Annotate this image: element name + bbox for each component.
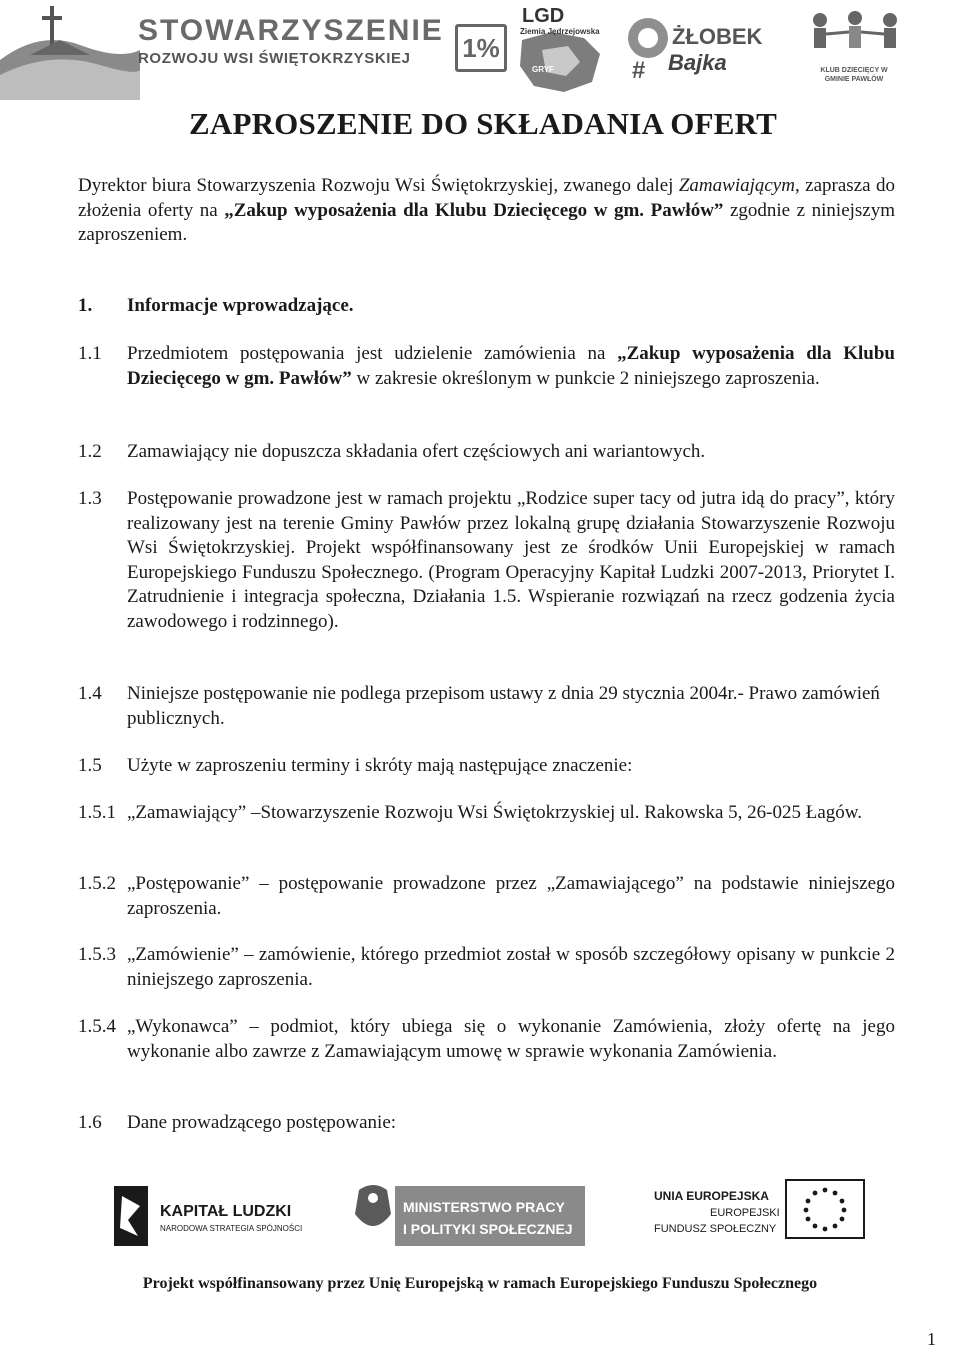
item-1-5-4-text: „Wykonawca” – podmiot, który ubiega się o wykonanie Zamówienia, złoży ofertę na jego wykonanie albo zawrze z Zamawiającym umowę w sprawie wykonania Zamówienia. <box>127 1016 895 1062</box>
item-number: 1.5.1 <box>78 802 116 823</box>
intro-subject: „Zakup wyposażenia dla Klubu Dziecięcego w gm. Pawłów” <box>224 199 724 221</box>
lgd-region-label: Ziemia Jędrzejowska <box>520 27 600 36</box>
ministry-line-1: MINISTERSTWO PRACY <box>403 1199 565 1215</box>
eu-line-1: UNIA EUROPEJSKA <box>654 1189 769 1203</box>
kapital-ludzki-logo <box>108 1176 318 1256</box>
one-percent-badge: 1% <box>455 24 507 72</box>
item-number: 1.5.3 <box>78 944 116 965</box>
item-1-5-3-text: „Zamówienie” – zamówienie, którego przedmiot został w sposób szczegółowy opisany w punkcie 2 niniejszego zaproszenia. <box>127 944 895 990</box>
item-number: 1.3 <box>78 488 102 509</box>
association-subtitle: ROZWOJU WSI ŚWIĘTOKRZYSKIEJ <box>138 50 411 67</box>
item-1-5-1-text: „Zamawiający” –Stowarzyszenie Rozwoju Wsi Świętokrzyskiej ul. Rakowska 5, 26-025 Łagów. <box>127 802 863 823</box>
intro-text-2: , zaprasza do złożenia oferty na <box>78 175 895 221</box>
page-title: ZAPROSZENIE DO SKŁADANIA OFERT <box>189 106 777 141</box>
item-number: 1.5.2 <box>78 873 116 894</box>
item-1-5-text: Użyte w zaproszeniu terminy i skróty mają następujące znaczenie: <box>127 755 633 776</box>
ministry-logo <box>345 1174 595 1258</box>
item-1-2-text: Zamawiający nie dopuszcza składania ofert częściowych ani wariantowych. <box>127 441 706 462</box>
klub-label: KLUB DZIECIĘCY W GMINIE PAWŁÓW <box>820 67 888 83</box>
page-number: 1 <box>927 1329 936 1349</box>
header-logos <box>0 0 960 100</box>
item-number: 1.5.4 <box>78 1016 116 1037</box>
intro-zamawiajacy: Zamawiającym <box>678 175 795 196</box>
item-1-3-text: Postępowanie prowadzone jest w ramach projektu „Rodzice super tacy od jutra idą do pracy”, który realizowany jest na terenie Gminy Pawłów przez lokalną grupę działania Stowarzyszenie Rozwoju Wsi Świętokrzyskiej. Projekt współfinansowany jest ze środków Unii Europejskiej w ramach Europejskiego Funduszu Społecznego. (Program Operacyjny Kapitał Ludzki 2007-2013, Priorytet I. Zatrudnienie i integracja społeczna, Działania 1.5. Wspieranie rozwiązań na rzecz godzenia życia zawodowego i rodzinnego). <box>127 488 895 632</box>
svg-text:#: # <box>632 57 646 82</box>
zlobek-title: ŻŁOBEK <box>672 24 763 49</box>
item-number: 1.5 <box>78 755 102 776</box>
item-1-5-2-text: „Postępowanie” – postępowanie prowadzone przez „Zamawiającego” na podstawie niniejszego zaproszenia. <box>127 873 895 919</box>
lgd-label: LGD <box>522 5 565 27</box>
item-number: 1.1 <box>78 343 102 364</box>
footer-note: Projekt współfinansowany przez Unię Europejską w ramach Europejskiego Funduszu Społecznego <box>142 1275 818 1292</box>
eu-line-3: FUNDUSZ SPOŁECZNY <box>654 1223 777 1235</box>
lgd-brand-label: GRYF <box>532 65 554 74</box>
item-1-1-text <box>127 342 895 391</box>
eu-esf-logo <box>650 1174 870 1258</box>
intro-text-3: zgodnie z niniejszym zaproszeniem. <box>78 199 896 245</box>
eu-line-2: EUROPEJSKI <box>710 1207 780 1219</box>
intro-text-1: Dyrektor biura Stowarzyszenia Rozwoju Wsi Świętokrzyskiej, zwanego dalej <box>78 175 679 196</box>
zlobek-name: Bajka <box>668 50 727 75</box>
section-title: Informacje wprowadzające. <box>127 295 354 316</box>
item-number: 1.4 <box>78 683 102 704</box>
association-title: STOWARZYSZENIE <box>138 14 444 47</box>
item-number: 1.2 <box>78 441 102 462</box>
klub-kids-icon <box>800 6 910 66</box>
association-emblem-logo <box>0 0 140 100</box>
footer-logos <box>0 1170 960 1260</box>
item-1-6-text: Dane prowadzącego postępowanie: <box>127 1112 397 1133</box>
section-number: 1. <box>78 295 93 316</box>
ministry-line-2: I POLITYKI SPOŁECZNEJ <box>403 1221 573 1237</box>
kapital-subtitle: NARODOWA STRATEGIA SPÓJNOŚCI <box>160 1224 303 1233</box>
item-1-4-text: Niniejsze postępowanie nie podlega przepisom ustawy z dnia 29 stycznia 2004r.- Prawo zamówień publicznych. <box>127 683 880 729</box>
intro-paragraph <box>78 174 895 248</box>
item-number: 1.6 <box>78 1112 102 1133</box>
lgd-map-logo <box>512 2 612 96</box>
item-1-1-part-c: w zakresie określonym w punkcie 2 niniejszego zaproszenia. <box>351 367 820 389</box>
kapital-title: KAPITAŁ LUDZKI <box>160 1203 292 1220</box>
item-1-1-part-a: Przedmiotem postępowania jest udzielenie zamówienia na <box>127 343 618 364</box>
item-1-1-subject: „Zakup wyposażenia dla Klubu Dziecięcego w gm. Pawłów” <box>127 343 895 389</box>
